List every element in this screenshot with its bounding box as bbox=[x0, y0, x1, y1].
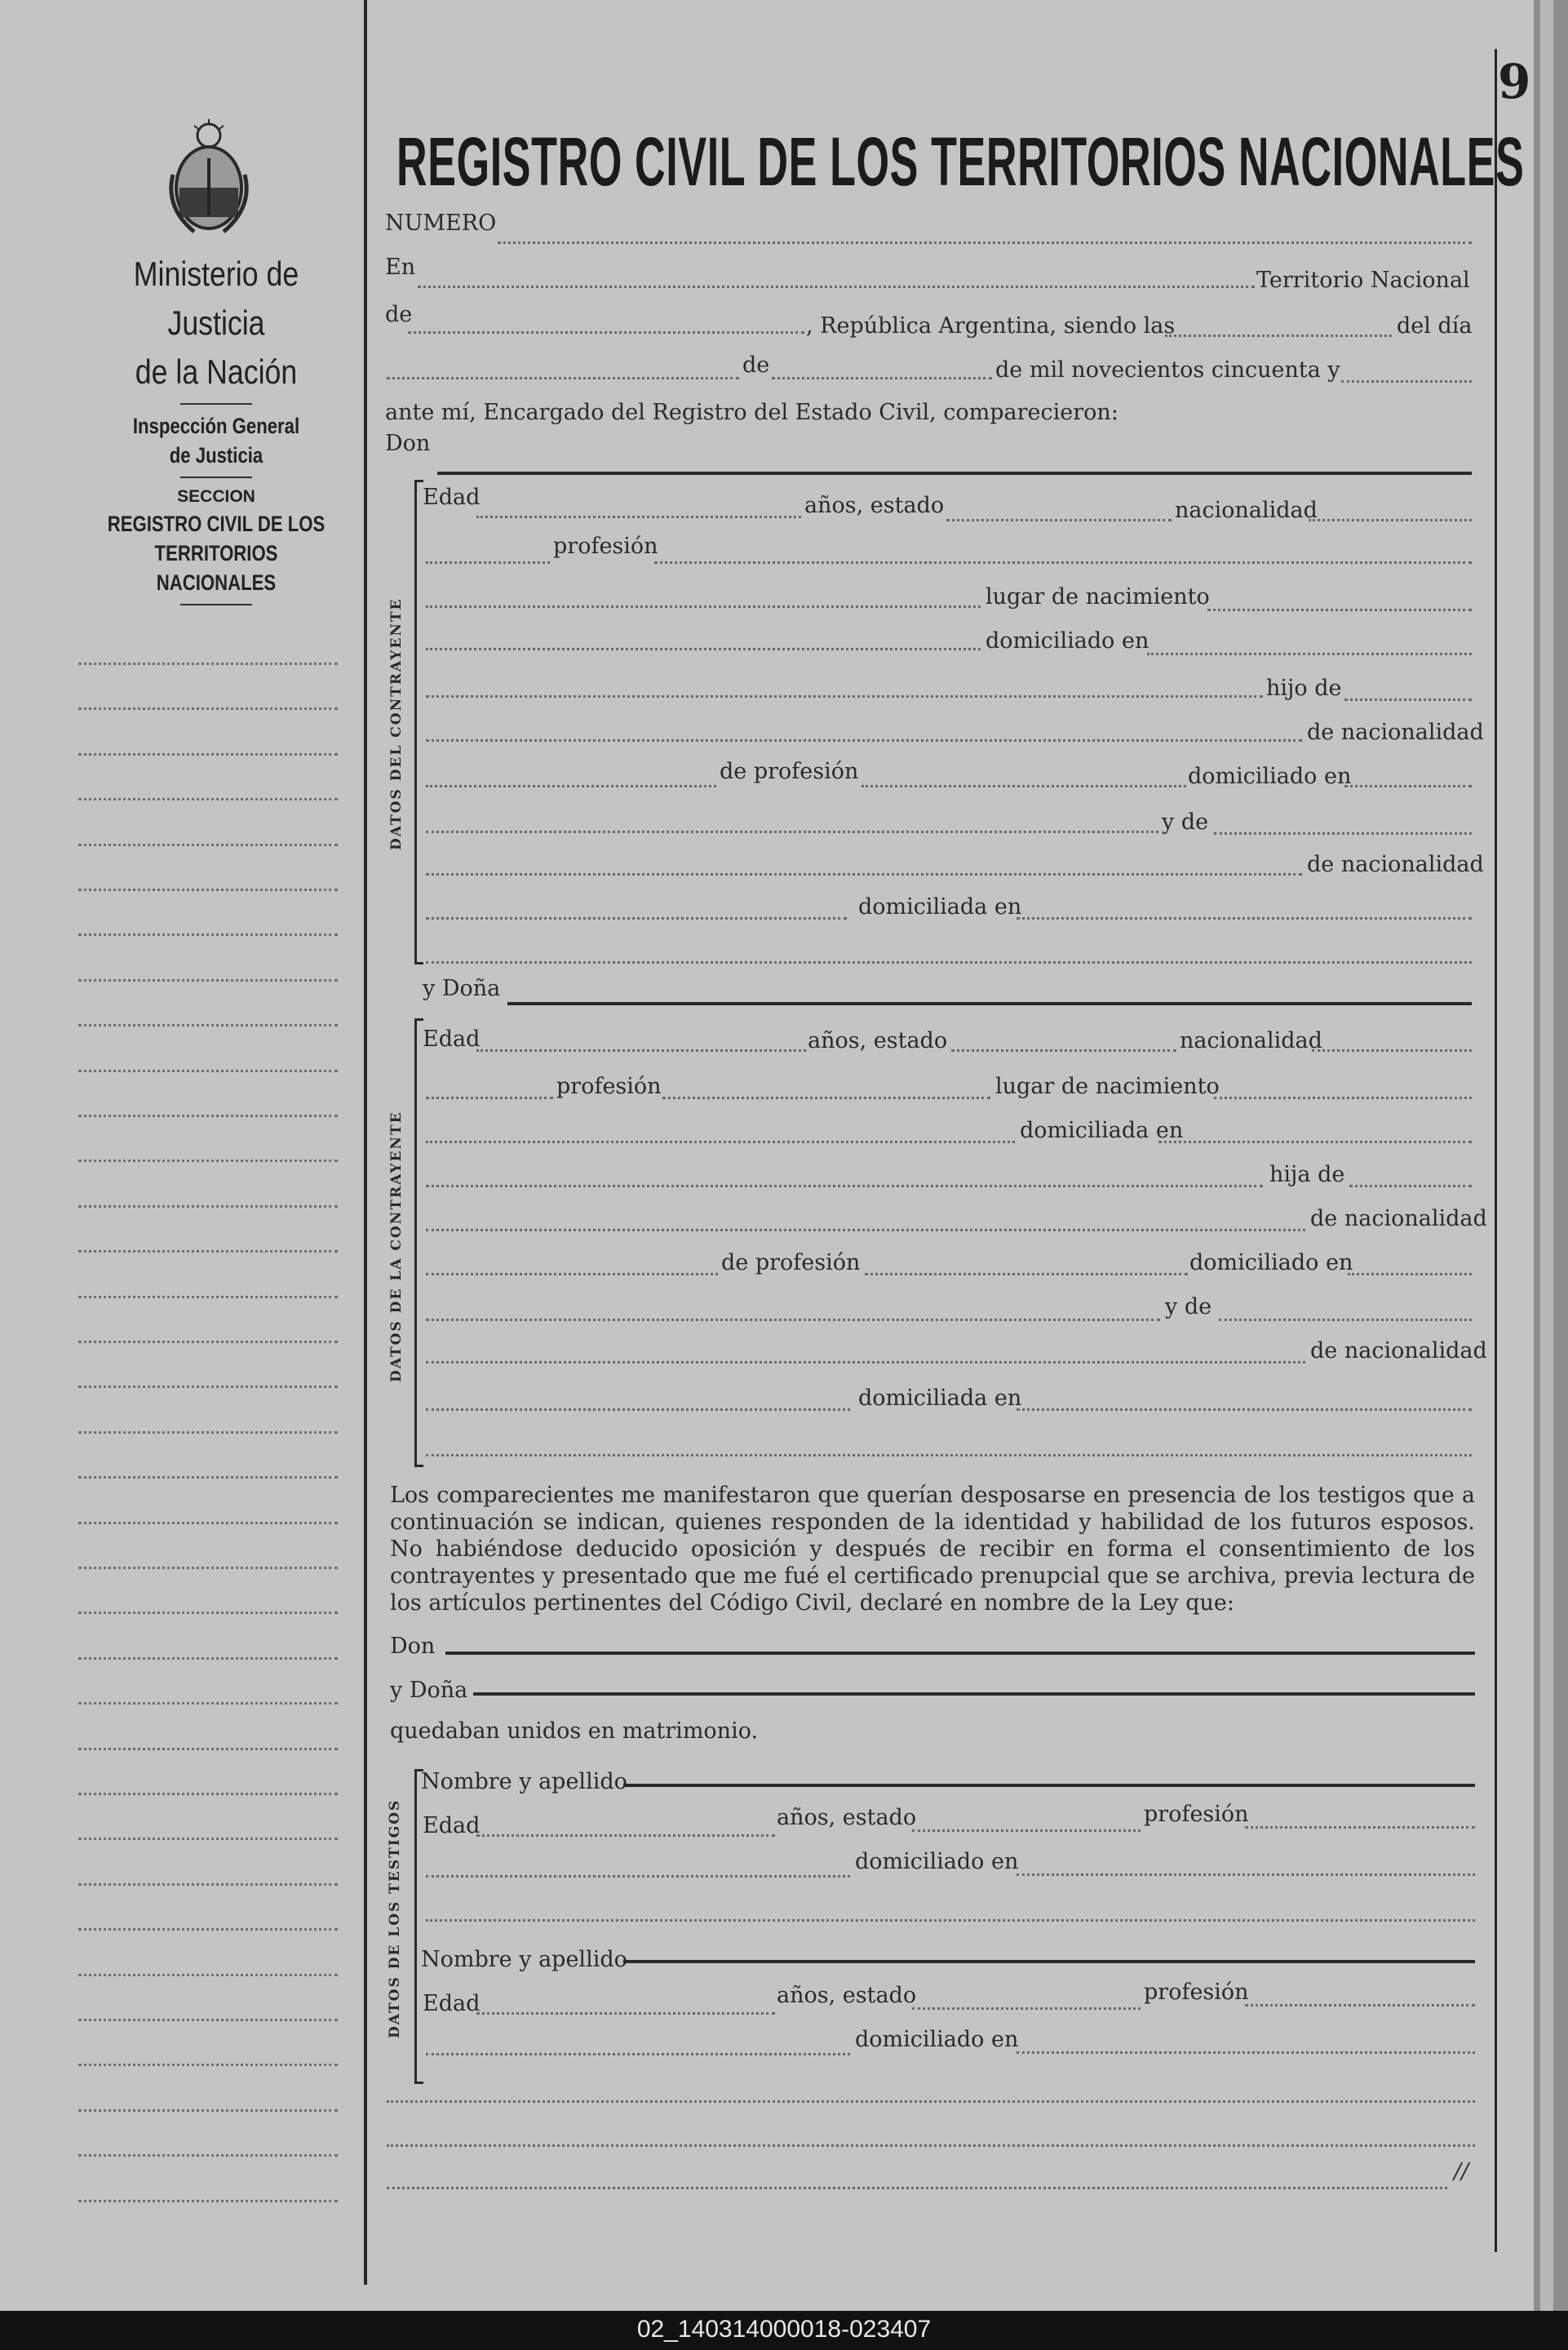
column-divider bbox=[364, 0, 367, 2285]
field-row5[interactable] bbox=[426, 695, 1263, 698]
margin-note-line[interactable] bbox=[78, 1296, 338, 1298]
label-de-nacionalidad4: de nacionalidad bbox=[1310, 1338, 1487, 1363]
margin-note-line[interactable] bbox=[78, 1702, 338, 1705]
label-domiciliada-en2: domiciliada en bbox=[1020, 1118, 1184, 1143]
field-row4[interactable] bbox=[426, 648, 981, 650]
field-prof-padre[interactable] bbox=[862, 785, 1186, 787]
end-mark: // bbox=[1454, 2159, 1469, 2184]
label-profesion-t2: profesión bbox=[1144, 1980, 1249, 2005]
margin-note-line[interactable] bbox=[78, 1070, 338, 1072]
label-de-nacionalidad3: de nacionalidad bbox=[1310, 1206, 1487, 1231]
field-numero[interactable] bbox=[498, 242, 1472, 244]
margin-note-line[interactable] bbox=[78, 1612, 338, 1614]
margin-note-line[interactable] bbox=[78, 2109, 338, 2112]
label-profesion-t1: profesión bbox=[1144, 1802, 1249, 1827]
label-nacionalidad2: nacionalidad bbox=[1180, 1028, 1322, 1053]
field-profesion-t1[interactable] bbox=[1245, 1826, 1475, 1829]
label-quedaban: quedaban unidos en matrimonio. bbox=[390, 1718, 759, 1744]
label-nombre1: Nombre y apellido bbox=[421, 1769, 627, 1794]
field-territorio[interactable] bbox=[408, 331, 804, 334]
field-domicilio-t2[interactable] bbox=[1017, 2051, 1475, 2054]
label-hija-de: hija de bbox=[1269, 1162, 1345, 1187]
form-title: REGISTRO CIVIL DE LOS TERRITORIOS NACIONALES bbox=[396, 123, 1525, 200]
margin-note-line[interactable] bbox=[78, 1476, 338, 1479]
margin-note-line[interactable] bbox=[78, 753, 338, 756]
field-row6[interactable] bbox=[426, 739, 1302, 742]
field-lugar-nacimiento2[interactable] bbox=[1214, 1097, 1472, 1099]
footer-id: 02_140314000018-023407 bbox=[636, 2316, 932, 2343]
divider bbox=[180, 604, 252, 605]
label-republica: , República Argentina, siendo las bbox=[806, 313, 1176, 339]
field-extra3[interactable] bbox=[387, 2187, 1447, 2189]
field-extra2[interactable] bbox=[387, 2144, 1475, 2147]
field-row5b[interactable] bbox=[426, 1229, 1305, 1231]
footer-bar bbox=[0, 2311, 1568, 2350]
margin-note-line[interactable] bbox=[78, 1793, 338, 1795]
field-estado-t1[interactable] bbox=[912, 1829, 1141, 1832]
field-row11[interactable] bbox=[426, 961, 1472, 964]
label-edad-t1: Edad bbox=[423, 1813, 481, 1838]
label-de-nacionalidad: de nacionalidad bbox=[1307, 720, 1484, 745]
margin-note-line[interactable] bbox=[78, 1250, 338, 1253]
label-anos-estado: años, estado bbox=[804, 493, 945, 518]
field-hora[interactable] bbox=[1165, 335, 1392, 337]
field-domicilio2[interactable] bbox=[1158, 1141, 1472, 1143]
field-row8[interactable] bbox=[426, 831, 1158, 833]
field-domicilio-t1[interactable] bbox=[1017, 1873, 1475, 1876]
label-nombre2: Nombre y apellido bbox=[421, 1947, 627, 1972]
field-row-t1b[interactable] bbox=[426, 1919, 1475, 1922]
section-line2: TERRITORIOS NACIONALES bbox=[154, 541, 278, 595]
field-padre[interactable] bbox=[1344, 698, 1472, 701]
field-dona2[interactable] bbox=[473, 1692, 1475, 1696]
margin-note-line[interactable] bbox=[78, 1341, 338, 1343]
field-edad[interactable] bbox=[476, 516, 801, 518]
label-y-de: y de bbox=[1162, 809, 1209, 835]
field-profesion[interactable] bbox=[654, 561, 1472, 564]
field-anio[interactable] bbox=[1341, 380, 1472, 383]
field-row-t2[interactable] bbox=[426, 2053, 850, 2055]
label-domiciliada-en3: domiciliada en bbox=[858, 1386, 1022, 1411]
label-edad2: Edad bbox=[423, 1026, 481, 1052]
label-lugar-nacimiento2: lugar de nacimiento bbox=[995, 1074, 1220, 1099]
field-edad2[interactable] bbox=[476, 1049, 806, 1052]
margin-note-line[interactable] bbox=[78, 2064, 338, 2066]
field-row6b[interactable] bbox=[426, 1273, 718, 1275]
field-row3[interactable] bbox=[426, 605, 981, 608]
margin-note-line[interactable] bbox=[78, 1205, 338, 1208]
field-nacionalidad[interactable] bbox=[1309, 519, 1472, 521]
field-lugar-nacimiento[interactable] bbox=[1207, 609, 1472, 611]
margin-note-line[interactable] bbox=[78, 2154, 338, 2157]
label-y-dona2: y Doña bbox=[390, 1678, 468, 1703]
margin-note-line[interactable] bbox=[78, 2019, 338, 2021]
margin-note-line[interactable] bbox=[78, 1567, 338, 1569]
margin-note-line[interactable] bbox=[78, 1431, 338, 1434]
field-don[interactable] bbox=[437, 472, 1472, 475]
field-row10b[interactable] bbox=[426, 1454, 1472, 1457]
field-estado-t2[interactable] bbox=[912, 2007, 1141, 2010]
label-anos-estado-t1: años, estado bbox=[777, 1805, 917, 1830]
field-profesion2[interactable] bbox=[662, 1097, 990, 1099]
field-estado[interactable] bbox=[946, 519, 1172, 521]
label-territorio: Territorio Nacional bbox=[1256, 268, 1470, 293]
margin-note-line[interactable] bbox=[78, 1883, 338, 1886]
field-dom-padre2[interactable] bbox=[1348, 1273, 1472, 1275]
field-dia[interactable] bbox=[387, 377, 739, 379]
book-edge bbox=[1534, 0, 1568, 2311]
label-domiciliado-t2: domiciliado en bbox=[855, 2027, 1019, 2052]
label-profesion2: profesión bbox=[556, 1074, 662, 1099]
ministry-line2: de la Nación bbox=[135, 352, 298, 391]
label-edad: Edad bbox=[423, 485, 481, 510]
label-y-de2: y de bbox=[1165, 1294, 1212, 1319]
field-row-t1[interactable] bbox=[426, 1875, 850, 1878]
margin-note-line[interactable] bbox=[78, 1657, 338, 1660]
ministry-block bbox=[78, 250, 355, 612]
divider bbox=[180, 477, 252, 478]
declaration-paragraph: Los comparecientes me manifestaron que querían desposarse en presencia de los testigos que a continuación se indican, quienes responden de la identidad y habilidad de los futuros esposos. No habiéndose deducido oposición y después de recibir en forma el consentimiento de los contrayentes y presentado que me fué el certificado prenupcial que se archiva, previa lectura de los artículos pertinentes del Código Civil, declaré en nombre de la Ley que: bbox=[390, 1483, 1475, 1616]
field-nacionalidad2[interactable] bbox=[1312, 1049, 1472, 1052]
ministry-line1: Ministerio de Justicia bbox=[133, 255, 299, 342]
margin-note-line[interactable] bbox=[78, 1386, 338, 1388]
section-label: SECCION bbox=[177, 487, 255, 506]
field-extra1[interactable] bbox=[387, 2100, 1475, 2103]
right-border bbox=[1495, 49, 1497, 2252]
field-profesion-t2[interactable] bbox=[1245, 2004, 1475, 2006]
field-pre-profesion[interactable] bbox=[426, 561, 550, 564]
margin-note-line[interactable] bbox=[78, 798, 338, 800]
field-dom-madre2[interactable] bbox=[1017, 1408, 1472, 1411]
label-domiciliado-en3: domiciliado en bbox=[1189, 1250, 1353, 1275]
margin-note-line[interactable] bbox=[78, 1024, 338, 1026]
margin-note-line[interactable] bbox=[78, 1928, 338, 1931]
margin-note-line[interactable] bbox=[78, 844, 338, 846]
field-madre[interactable] bbox=[1214, 832, 1472, 835]
label-domiciliado-en2: domiciliado en bbox=[1188, 764, 1352, 789]
margin-note-line[interactable] bbox=[78, 933, 338, 936]
field-nombre2[interactable] bbox=[623, 1960, 1475, 1963]
field-row4b[interactable] bbox=[426, 1185, 1263, 1187]
label-don: Don bbox=[385, 431, 431, 456]
label-de: de bbox=[385, 302, 413, 327]
label-del-dia: del día bbox=[1397, 313, 1473, 339]
label-ante-mi: ante mí, Encargado del Registro del Estado Civil, comparecieron: bbox=[385, 400, 1118, 425]
inspection-line2: de Justicia bbox=[169, 443, 264, 468]
contrayenta-bracket bbox=[414, 1018, 423, 1467]
label-anos-estado-t2: años, estado bbox=[777, 1983, 917, 2008]
label-de-profesion2: de profesión bbox=[721, 1250, 861, 1275]
field-row7b[interactable] bbox=[426, 1319, 1160, 1321]
margin-note-line[interactable] bbox=[78, 1838, 338, 1840]
margin-note-line[interactable] bbox=[78, 1974, 338, 1976]
field-row7[interactable] bbox=[426, 785, 716, 787]
label-anos-estado2: años, estado bbox=[808, 1028, 948, 1053]
label-lugar-nacimiento: lugar de nacimiento bbox=[986, 584, 1210, 610]
margin-note-line[interactable] bbox=[78, 1115, 338, 1117]
field-dom-madre[interactable] bbox=[1017, 917, 1472, 920]
label-domiciliada-en: domiciliada en bbox=[858, 894, 1022, 920]
field-row9b[interactable] bbox=[426, 1408, 850, 1411]
field-row9[interactable] bbox=[426, 873, 1302, 876]
label-domiciliado-t1: domiciliado en bbox=[855, 1849, 1019, 1874]
field-estado2[interactable] bbox=[951, 1049, 1176, 1052]
testigos-side-label: DATOS DE LOS TESTIGOS bbox=[387, 1798, 403, 2038]
label-nacionalidad: nacionalidad bbox=[1175, 498, 1318, 523]
field-prof-padre2[interactable] bbox=[865, 1273, 1188, 1275]
inspection-line1: Inspección General bbox=[132, 414, 300, 438]
margin-note-line[interactable] bbox=[78, 979, 338, 982]
label-mil: de mil novecientos cincuenta y bbox=[995, 357, 1340, 383]
label-en: En bbox=[385, 255, 416, 280]
field-don2[interactable] bbox=[445, 1652, 1475, 1655]
label-domiciliado-en: domiciliado en bbox=[986, 628, 1149, 654]
margin-note-line[interactable] bbox=[78, 2200, 338, 2202]
field-row3b[interactable] bbox=[426, 1141, 1015, 1143]
label-edad-t2: Edad bbox=[423, 1991, 481, 2016]
label-don2: Don bbox=[390, 1634, 436, 1659]
field-domicilio[interactable] bbox=[1147, 653, 1472, 655]
margin-note-line[interactable] bbox=[78, 663, 338, 665]
field-dona[interactable] bbox=[507, 1002, 1472, 1005]
field-pre-profesion2[interactable] bbox=[426, 1097, 553, 1099]
contrayenta-side-label: DATOS DE LA CONTRAYENTE bbox=[388, 1111, 405, 1382]
contrayente-side-label: DATOS DEL CONTRAYENTE bbox=[388, 597, 405, 850]
coat-of-arms-icon bbox=[162, 118, 256, 240]
field-edad-t2[interactable] bbox=[476, 2012, 775, 2015]
margin-note-line[interactable] bbox=[78, 1522, 338, 1524]
page-number: 9 bbox=[1498, 54, 1531, 109]
field-nombre1[interactable] bbox=[623, 1784, 1475, 1787]
field-mes[interactable] bbox=[772, 377, 992, 379]
margin-note-line[interactable] bbox=[78, 1159, 338, 1162]
divider bbox=[180, 403, 252, 405]
label-de-nacionalidad2: de nacionalidad bbox=[1307, 852, 1484, 877]
field-lugar[interactable] bbox=[418, 286, 1255, 288]
section-line1: REGISTRO CIVIL DE LOS bbox=[107, 512, 326, 536]
margin-note-line[interactable] bbox=[78, 889, 338, 891]
margin-note-line[interactable] bbox=[78, 707, 338, 710]
margin-note-line[interactable] bbox=[78, 1748, 338, 1750]
label-numero: NUMERO bbox=[385, 211, 497, 236]
field-dom-padre[interactable] bbox=[1344, 785, 1472, 787]
field-edad-t1[interactable] bbox=[476, 1834, 775, 1837]
label-de-profesion: de profesión bbox=[720, 759, 859, 784]
label-profesion: profesión bbox=[553, 534, 658, 559]
label-de2: de bbox=[742, 352, 770, 378]
field-madre2[interactable] bbox=[1219, 1319, 1472, 1321]
field-padre2[interactable] bbox=[1349, 1185, 1472, 1187]
field-row8b[interactable] bbox=[426, 1361, 1305, 1363]
label-y-dona: y Doña bbox=[423, 976, 501, 1001]
contrayente-bracket bbox=[414, 480, 423, 964]
label-hijo-de: hijo de bbox=[1266, 676, 1342, 701]
field-row10[interactable] bbox=[426, 917, 847, 920]
